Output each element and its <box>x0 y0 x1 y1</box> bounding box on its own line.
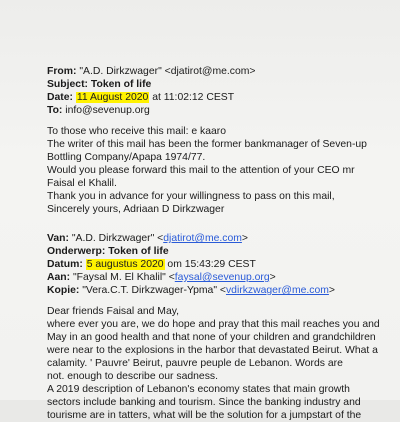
subject-label: Subject: <box>47 79 88 90</box>
date-line <box>47 92 234 104</box>
body1-line: Thank you in advance for your willingness to pass on this mail, <box>47 191 335 202</box>
datum-highlight: 5 augustus 2020 <box>86 259 164 270</box>
van-email-link[interactable]: djatirot@me.com <box>163 233 242 244</box>
body2-line: sectors include banking and tourism. Since the banking industry and <box>47 397 361 408</box>
kopie-label: Kopie: <box>47 285 80 296</box>
aan-close: > <box>269 272 276 283</box>
body2-line: where ever you are, we do hope and pray that this mail reaches you and <box>47 319 380 330</box>
body1-line: Sincerely yours, Adriaan D Dirkzwager <box>47 204 225 215</box>
van-label: Van: <box>47 233 69 244</box>
to-line <box>47 105 150 117</box>
subject-line <box>47 79 151 91</box>
date-highlight: 11 August 2020 <box>76 92 149 103</box>
body2-line: tourisme are in tatters, what will be the solution for a jumpstart of the <box>47 410 362 421</box>
kopie-name: "Vera.C.T. Dirkzwager-Ypma" < <box>82 285 226 296</box>
body2-line: not. enough to describe our sadness. <box>47 371 218 382</box>
body1-line: To those who receive this mail: e kaaro <box>47 126 227 137</box>
body2-line: May in an good health and that none of your children and grandchildren <box>47 332 376 343</box>
body2-line: calamity. ' Pauvre' Beirut, pauvre peuple de Lebanon. Words are <box>47 358 343 369</box>
kopie-line <box>47 285 335 297</box>
van-name: "A.D. Dirkzwager" < <box>71 233 164 244</box>
onderwerp-value: Token of life <box>108 246 169 257</box>
body1-line: Faisal el Khalil. <box>47 178 117 189</box>
date-label: Date: <box>47 92 73 103</box>
body2-line: Dear friends Faisal and May, <box>47 306 180 317</box>
from-line <box>47 66 255 78</box>
body2-line: were near to the explosions in the harbor that devastated Beirut. What a <box>47 345 378 356</box>
body2-line: A 2019 description of Lebanon's economy states that main growth <box>47 384 350 395</box>
aan-email-link[interactable]: faysal@sevenup.org <box>174 272 270 283</box>
datum-line <box>47 259 256 271</box>
van-line <box>47 233 248 245</box>
aan-line <box>47 272 276 284</box>
date-rest: at 11:02:12 CEST <box>152 92 235 103</box>
van-close: > <box>241 233 248 244</box>
body1-line: Bottling Company/Apapa 1974/77. <box>47 152 206 163</box>
body1-line: The writer of this mail has been the former bankmanager of Seven-up <box>47 139 367 150</box>
kopie-email-link[interactable]: vdirkzwager@me.com <box>225 285 329 296</box>
onderwerp-label: Onderwerp: <box>47 246 106 257</box>
from-label: From: <box>47 66 77 77</box>
datum-label: Datum: <box>47 259 83 270</box>
onderwerp-line <box>47 246 169 258</box>
to-value: info@sevenup.org <box>65 105 150 116</box>
kopie-close: > <box>328 285 335 296</box>
subject-value: Token of life <box>90 79 152 90</box>
aan-label: Aan: <box>47 272 71 283</box>
datum-rest: om 15:43:29 CEST <box>167 259 256 270</box>
body1-line: Would you please forward this mail to the attention of your CEO mr <box>47 165 355 176</box>
to-label: To: <box>47 105 63 116</box>
aan-name: "Faysal M. El Khalil" < <box>72 272 175 283</box>
from-value: "A.D. Dirkzwager" <djatirot@me.com> <box>79 66 256 77</box>
